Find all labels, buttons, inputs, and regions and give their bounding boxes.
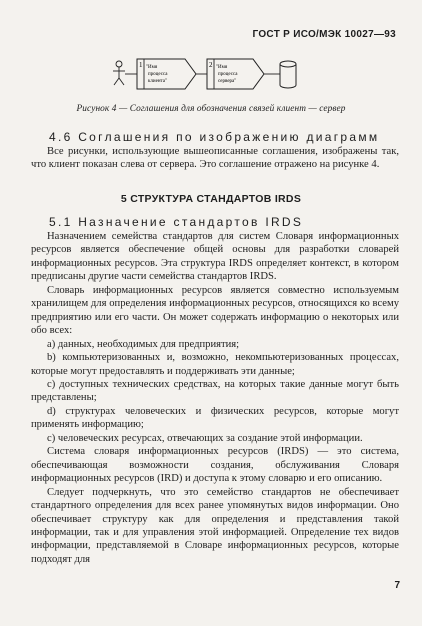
client-server-diagram [108, 50, 308, 100]
list-item: с) доступных технических средствах, на которых такие данные могут быть представлены; [31, 378, 399, 404]
page-header: ГОСТ Р ИСО/МЭК 10027—93 [252, 29, 396, 40]
paragraph: Следует подчеркнуть, что это семейство стандартов не обеспечивает стандартного определения для всех ранее упомянутых видов информации. Оно обеспечивает структуру как для определения и представления такой информации, так и для управления этой информацией. Определение тех видов информации, представляемой в Словаре информационных ресурсов, которые подходят для [31, 486, 399, 565]
server-process-number: 2 [209, 61, 213, 69]
user-icon [113, 61, 125, 85]
paragraph: Система словаря информационных ресурсов (IRDS) — это система, обеспечивающая возможности создания, обслуживания Словаря информационных ресурсов (IRD) и доступа к этому словарю и его описанию. [31, 446, 399, 485]
list-item: d) структурах человеческих и физических ресурсов, которые могут применять информацию; [31, 405, 399, 431]
section-heading-5-1: 5.1 Назначение стандартов IRDS [49, 215, 304, 229]
section-5-1-body [31, 230, 399, 566]
section-4-6-body [31, 145, 399, 172]
server-process-line-2: процесса [218, 72, 238, 77]
paragraph: Все рисунки, использующие вышеописанные соглашения, изображены так, что клиент показан слева от сервера. Это соглашение отражено на рисунке 4. [31, 146, 399, 171]
list-item: b) компьютеризованных и, возможно, некомпьютеризованных процессах, которые могут предоставлять и поддерживать эти данные; [31, 352, 399, 377]
client-process-number: 1 [139, 61, 143, 69]
paragraph: Словарь информационных ресурсов является совместно используемым хранилищем для определения информационных ресурсов, относящихся ко всему предприятию или его части. Он может содержать информацию о некоторых или обо всех: [31, 284, 399, 337]
database-icon [280, 61, 296, 88]
server-process-box [207, 59, 264, 89]
page-number: 7 [394, 580, 400, 591]
paragraph: Назначением семейства стандартов для систем Словаря информационных ресурсов является обеспечение общей основы для разработки словарей информационных ресурсов. Эта структура IRDS определяет контекст, в котором предписаны другие части семейства стандартов IRDS. [31, 231, 399, 283]
client-process-box [137, 59, 196, 89]
server-process-line-1: "Имя [216, 65, 228, 70]
chapter-heading: 5 СТРУКТУРА СТАНДАРТОВ IRDS [120, 193, 302, 205]
list-item: с) человеческих ресурсах, отвечающих за создание этой информации. [47, 432, 363, 444]
client-process-line-2: процесса [148, 72, 168, 77]
client-process-line-1: "Имя [146, 65, 158, 70]
figure-caption: Рисунок 4 — Соглашения для обозначения связей клиент — сервер [76, 104, 346, 114]
section-heading-4-6: 4.6 Соглашения по изображению диаграмм [49, 130, 380, 144]
server-process-line-3: сервера" [218, 79, 237, 84]
list-item: а) данных, необходимых для предприятия; [47, 338, 240, 350]
client-process-line-3: клиента" [148, 79, 168, 84]
